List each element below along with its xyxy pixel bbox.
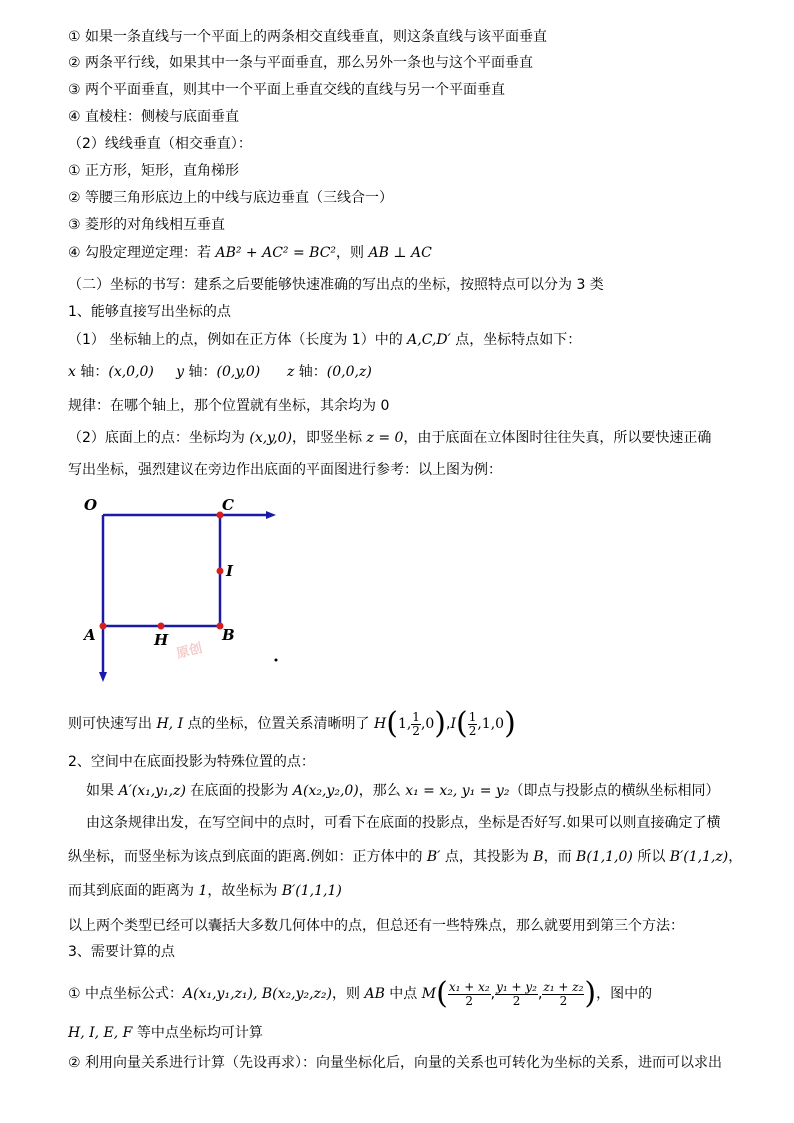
text-span: （即点与投影点的横纵坐标相同） (509, 783, 720, 799)
point-I (217, 568, 224, 575)
text-line: ③ 两个平面垂直，则其中一个平面上垂直交线的直线与另一个平面垂直 (68, 82, 505, 98)
text-span: ① 中点坐标公式： (68, 986, 184, 1002)
section-heading: 1、能够直接写出坐标的点 (68, 304, 231, 320)
math-formula: AB ⊥ AC (368, 245, 432, 261)
text-span: ④ 勾股定理逆定理：若 (68, 245, 216, 261)
text-line: ③ 菱形的对角线相互垂直 (68, 217, 226, 233)
math-formula: H, I, E, F (68, 1025, 133, 1041)
text-span: 纵坐标，而竖坐标为该点到底面的距离.例如：正方体中的 (68, 849, 427, 865)
fraction (411, 711, 421, 738)
fraction (542, 981, 584, 1008)
math-formula: B′(1,1,1) (281, 883, 342, 899)
math-formula: B (533, 849, 544, 865)
math-var: z (286, 364, 295, 380)
text-span: 在底面的投影为 (185, 783, 293, 799)
text-span: ，而 (543, 849, 577, 865)
math-formula: (x,y,0) (249, 430, 293, 446)
text-span: （2）底面上的点：坐标均为 (68, 430, 250, 446)
text-span: 轴： (75, 364, 109, 380)
section-heading: 2、空间中在底面投影为特殊位置的点： (68, 754, 315, 770)
math-formula: (x,0,0) (108, 364, 154, 380)
text-line (68, 1023, 263, 1043)
text-span: ，图中的 (596, 986, 653, 1002)
text-line: 写出坐标，强烈建议在旁边作出底面的平面图进行参考：以上图为例： (68, 462, 502, 478)
math-formula: B(1,1,0) (576, 849, 633, 865)
label-A: A (84, 626, 96, 644)
arrowhead-icon (99, 672, 107, 682)
math-formula: H, I (156, 716, 184, 732)
paren-left: ( (386, 706, 398, 741)
text-span: ，故坐标为 (207, 883, 282, 899)
text-span: 点，其投影为 (440, 849, 534, 865)
point-H (158, 623, 165, 630)
text-span: 则可快速写出 (68, 716, 157, 732)
math-var: y (176, 364, 185, 380)
math-formula: x₁ = x₂, y₁ = y₂ (405, 783, 510, 799)
fraction-denominator: 2 (559, 993, 568, 1008)
text-line: 由这条规律出发，在写空间中的点时，可看下在底面的投影点，坐标是否好写.如果可以则直接确定了横 (86, 815, 721, 831)
math-var: I (450, 716, 456, 732)
math-formula: 1 (198, 883, 208, 899)
fraction (468, 711, 478, 738)
text-line: ① 如果一条直线与一个平面上的两条相交直线垂直，则这条直线与该平面垂直 (68, 29, 547, 45)
math-var: H (374, 716, 387, 732)
text-line: ① 正方形，矩形，直角梯形 (68, 163, 240, 179)
fraction (495, 981, 538, 1008)
paren-left: ( (456, 706, 468, 741)
text-line: ② 等腰三角形底边上的中线与底边垂直（三线合一） (68, 190, 393, 206)
watermark: 原创 (175, 641, 204, 662)
label-B: B (222, 626, 235, 644)
fraction-denominator: 2 (512, 993, 521, 1008)
math-formula: (0,0,z) (326, 364, 372, 380)
text-span: 点，坐标特点如下： (450, 332, 582, 348)
fraction-numerator: 1 (468, 709, 477, 724)
math-var: x (68, 364, 76, 380)
fraction-numerator: 1 (412, 709, 420, 724)
text-line (68, 428, 711, 448)
fraction-numerator: y₁ + y₂ (496, 979, 537, 994)
text-span: 轴： (294, 364, 327, 380)
math-formula: ,0 (420, 716, 435, 732)
math-var: M (421, 986, 437, 1002)
math-formula: 1, (397, 716, 412, 732)
math-formula: A(x₁,y₁,z₁), B(x₂,y₂,z₂) (183, 986, 332, 1002)
math-formula: AB (364, 986, 385, 1002)
fraction (448, 981, 491, 1008)
text-span: 中点 (384, 986, 422, 1002)
text-line (68, 881, 342, 901)
text-line: ② 两条平行线，如果其中一条与平面垂直，那么另外一条也与这个平面垂直 (68, 55, 533, 71)
arrowhead-icon (266, 511, 276, 519)
section-heading: （二）坐标的书写：建系之后要能够快速准确的写出点的坐标，按照特点可以分为 3 类 (68, 277, 604, 293)
text-span: （1） 坐标轴上的点，例如在正方体（长度为 1）中的 (68, 332, 408, 348)
fraction-numerator: x₁ + x₂ (448, 979, 490, 994)
math-formula: A′(x₁,y₁,z) (118, 783, 186, 799)
math-formula: ,1,0 (477, 716, 505, 732)
text-span: ，即竖坐标 (292, 430, 367, 446)
text-line: 则可快速写出 H, I 点的坐标，位置关系清晰明了 H(1, $\frac{1}{2}$ ,0),I( $\frac{1}{2}$ ,1,0) (68, 706, 516, 741)
text-line: 以上两个类型已经可以囊括大多数几何体中的点，但总还有一些特殊点，那么就要用到第三个方法： (68, 918, 684, 934)
text-span: ，则 (336, 245, 369, 261)
text-line (86, 781, 719, 801)
text-span: 轴： (184, 364, 217, 380)
text-line (68, 330, 581, 350)
text-span: 而其到底面的距离为 (68, 883, 199, 899)
text-span: ，那么 (358, 783, 406, 799)
text-span: 点的坐标，位置关系清晰明了 (183, 716, 374, 732)
square-base-diagram (70, 490, 290, 695)
text-line: ① 中点坐标公式：A(x₁,y₁,z₁), B(x₂,y₂,z₂)，则 AB 中点 M( $\frac{\text{x₁ + x₂}}{2}$ , $\frac{\text{y₁ + y₂}}{2}$ , $\frac{\text{z₁ + z₂}}{2}$ )，图中的 (68, 976, 653, 1011)
axis-points-line (68, 362, 372, 382)
text-span: 等中点坐标均可计算 (132, 1025, 263, 1041)
label-C: C (222, 496, 234, 514)
text-span: ，则 (332, 986, 365, 1002)
paren-left: ( (436, 976, 448, 1011)
fraction-denominator: 2 (465, 993, 474, 1008)
fraction-numerator: z₁ + z₂ (543, 979, 584, 994)
text-line (68, 847, 742, 867)
label-I: I (226, 562, 234, 580)
text-span: ，由于底面在立体图时往往失真，所以要快速正确 (403, 430, 712, 446)
math-formula: z = 0 (366, 430, 404, 446)
math-formula: (0,y,0) (216, 364, 261, 380)
label-O: O (84, 496, 98, 514)
text-line: （2）线线垂直（相交垂直）： (68, 136, 252, 152)
point-A (100, 623, 107, 630)
math-formula: AB² + AC² = BC² (215, 245, 337, 261)
label-H: H (154, 631, 169, 649)
text-span: 所以 (632, 849, 670, 865)
paren-right: ) (584, 976, 597, 1011)
paren-right: ) (434, 706, 447, 741)
section-heading: 3、需要计算的点 (68, 944, 175, 960)
text-span: ， (728, 849, 743, 865)
text-line (68, 243, 432, 263)
math-formula: B′ (426, 849, 441, 865)
paren-right: ) (504, 706, 516, 741)
stray-dot (275, 659, 278, 662)
text-line: ② 利用向量关系进行计算（先设再求）：向量坐标化后，向量的关系也可转化为坐标的关系，进而可以求出 (68, 1055, 722, 1071)
text-line: 规律：在哪个轴上，那个位置就有坐标，其余均为 0 (68, 398, 390, 414)
math-formula: A,C,D′ (407, 332, 451, 348)
text-span: 如果 (86, 783, 119, 799)
fraction-denominator: 2 (468, 723, 477, 738)
fraction-denominator: 2 (412, 723, 420, 738)
math-formula: A(x₂,y₂,0) (292, 783, 359, 799)
math-formula: B′(1,1,z) (669, 849, 729, 865)
text-line: ④ 直棱柱：侧棱与底面垂直 (68, 109, 240, 125)
